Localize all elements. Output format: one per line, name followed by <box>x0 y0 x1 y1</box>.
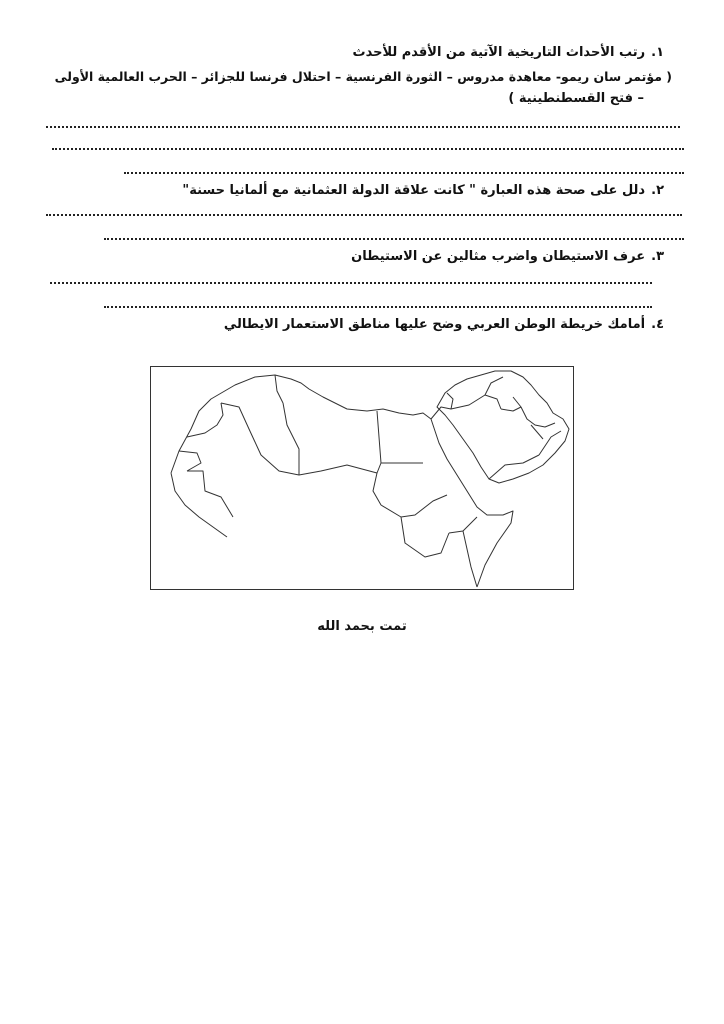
closing-text: تمت بحمد الله <box>317 619 407 634</box>
question-2-number: ٢. <box>651 183 664 198</box>
morocco-border <box>187 403 223 437</box>
gulf-coast <box>513 397 555 427</box>
iraq-border <box>485 377 521 411</box>
egypt-border <box>377 411 423 463</box>
question-3-text: عرف الاستيطان واضرب مثالين عن الاستيطان <box>351 249 646 264</box>
tunisia-border <box>275 375 283 403</box>
answer-line-1c[interactable] <box>124 172 684 174</box>
answer-line-2b[interactable] <box>104 238 684 240</box>
question-1 <box>40 42 664 64</box>
sudan-border <box>373 473 447 517</box>
south-sudan-border <box>401 517 449 557</box>
algeria-border <box>221 403 299 475</box>
libya-border <box>283 403 381 475</box>
arab-world-map[interactable] <box>150 366 574 590</box>
question-1-events-line-2: – فتح القسطنطينية ) <box>508 91 644 106</box>
uae-border <box>531 425 543 439</box>
western-sahara-border <box>179 451 201 471</box>
question-4-number: ٤. <box>651 317 664 332</box>
answer-line-1b[interactable] <box>52 148 684 150</box>
question-4-text: أمامك خريطة الوطن العربي وضح عليها مناطق الاستعمار الايطالي <box>223 317 646 332</box>
question-1-text: رتب الأحداث التاريخية الآتية من الأقدم للأحدث <box>352 45 646 60</box>
question-1-events-line-1: ( مؤتمر سان ريمو- معاهدة مدروس – الثورة الفرنسية – احتلال فرنسا للجزائر – الحرب العالمية الأولى <box>54 69 672 84</box>
somalia-border <box>449 517 477 587</box>
question-4 <box>40 314 664 336</box>
question-3-number: ٣. <box>651 249 664 264</box>
answer-line-2a[interactable] <box>46 214 682 216</box>
answer-line-3a[interactable] <box>50 282 652 284</box>
levant-border <box>431 393 501 419</box>
answer-line-1a[interactable] <box>46 126 680 128</box>
saudi-yemen-border <box>489 431 561 479</box>
question-2-text: دلل على صحة هذه العبارة " كانت علاقة الدولة العثمانية مع ألمانيا حسنة" <box>182 183 646 198</box>
mauritania-border <box>187 471 233 517</box>
question-1-number: ١. <box>651 45 664 60</box>
answer-line-3b[interactable] <box>104 306 652 308</box>
question-2 <box>40 180 664 202</box>
question-3 <box>40 246 664 268</box>
